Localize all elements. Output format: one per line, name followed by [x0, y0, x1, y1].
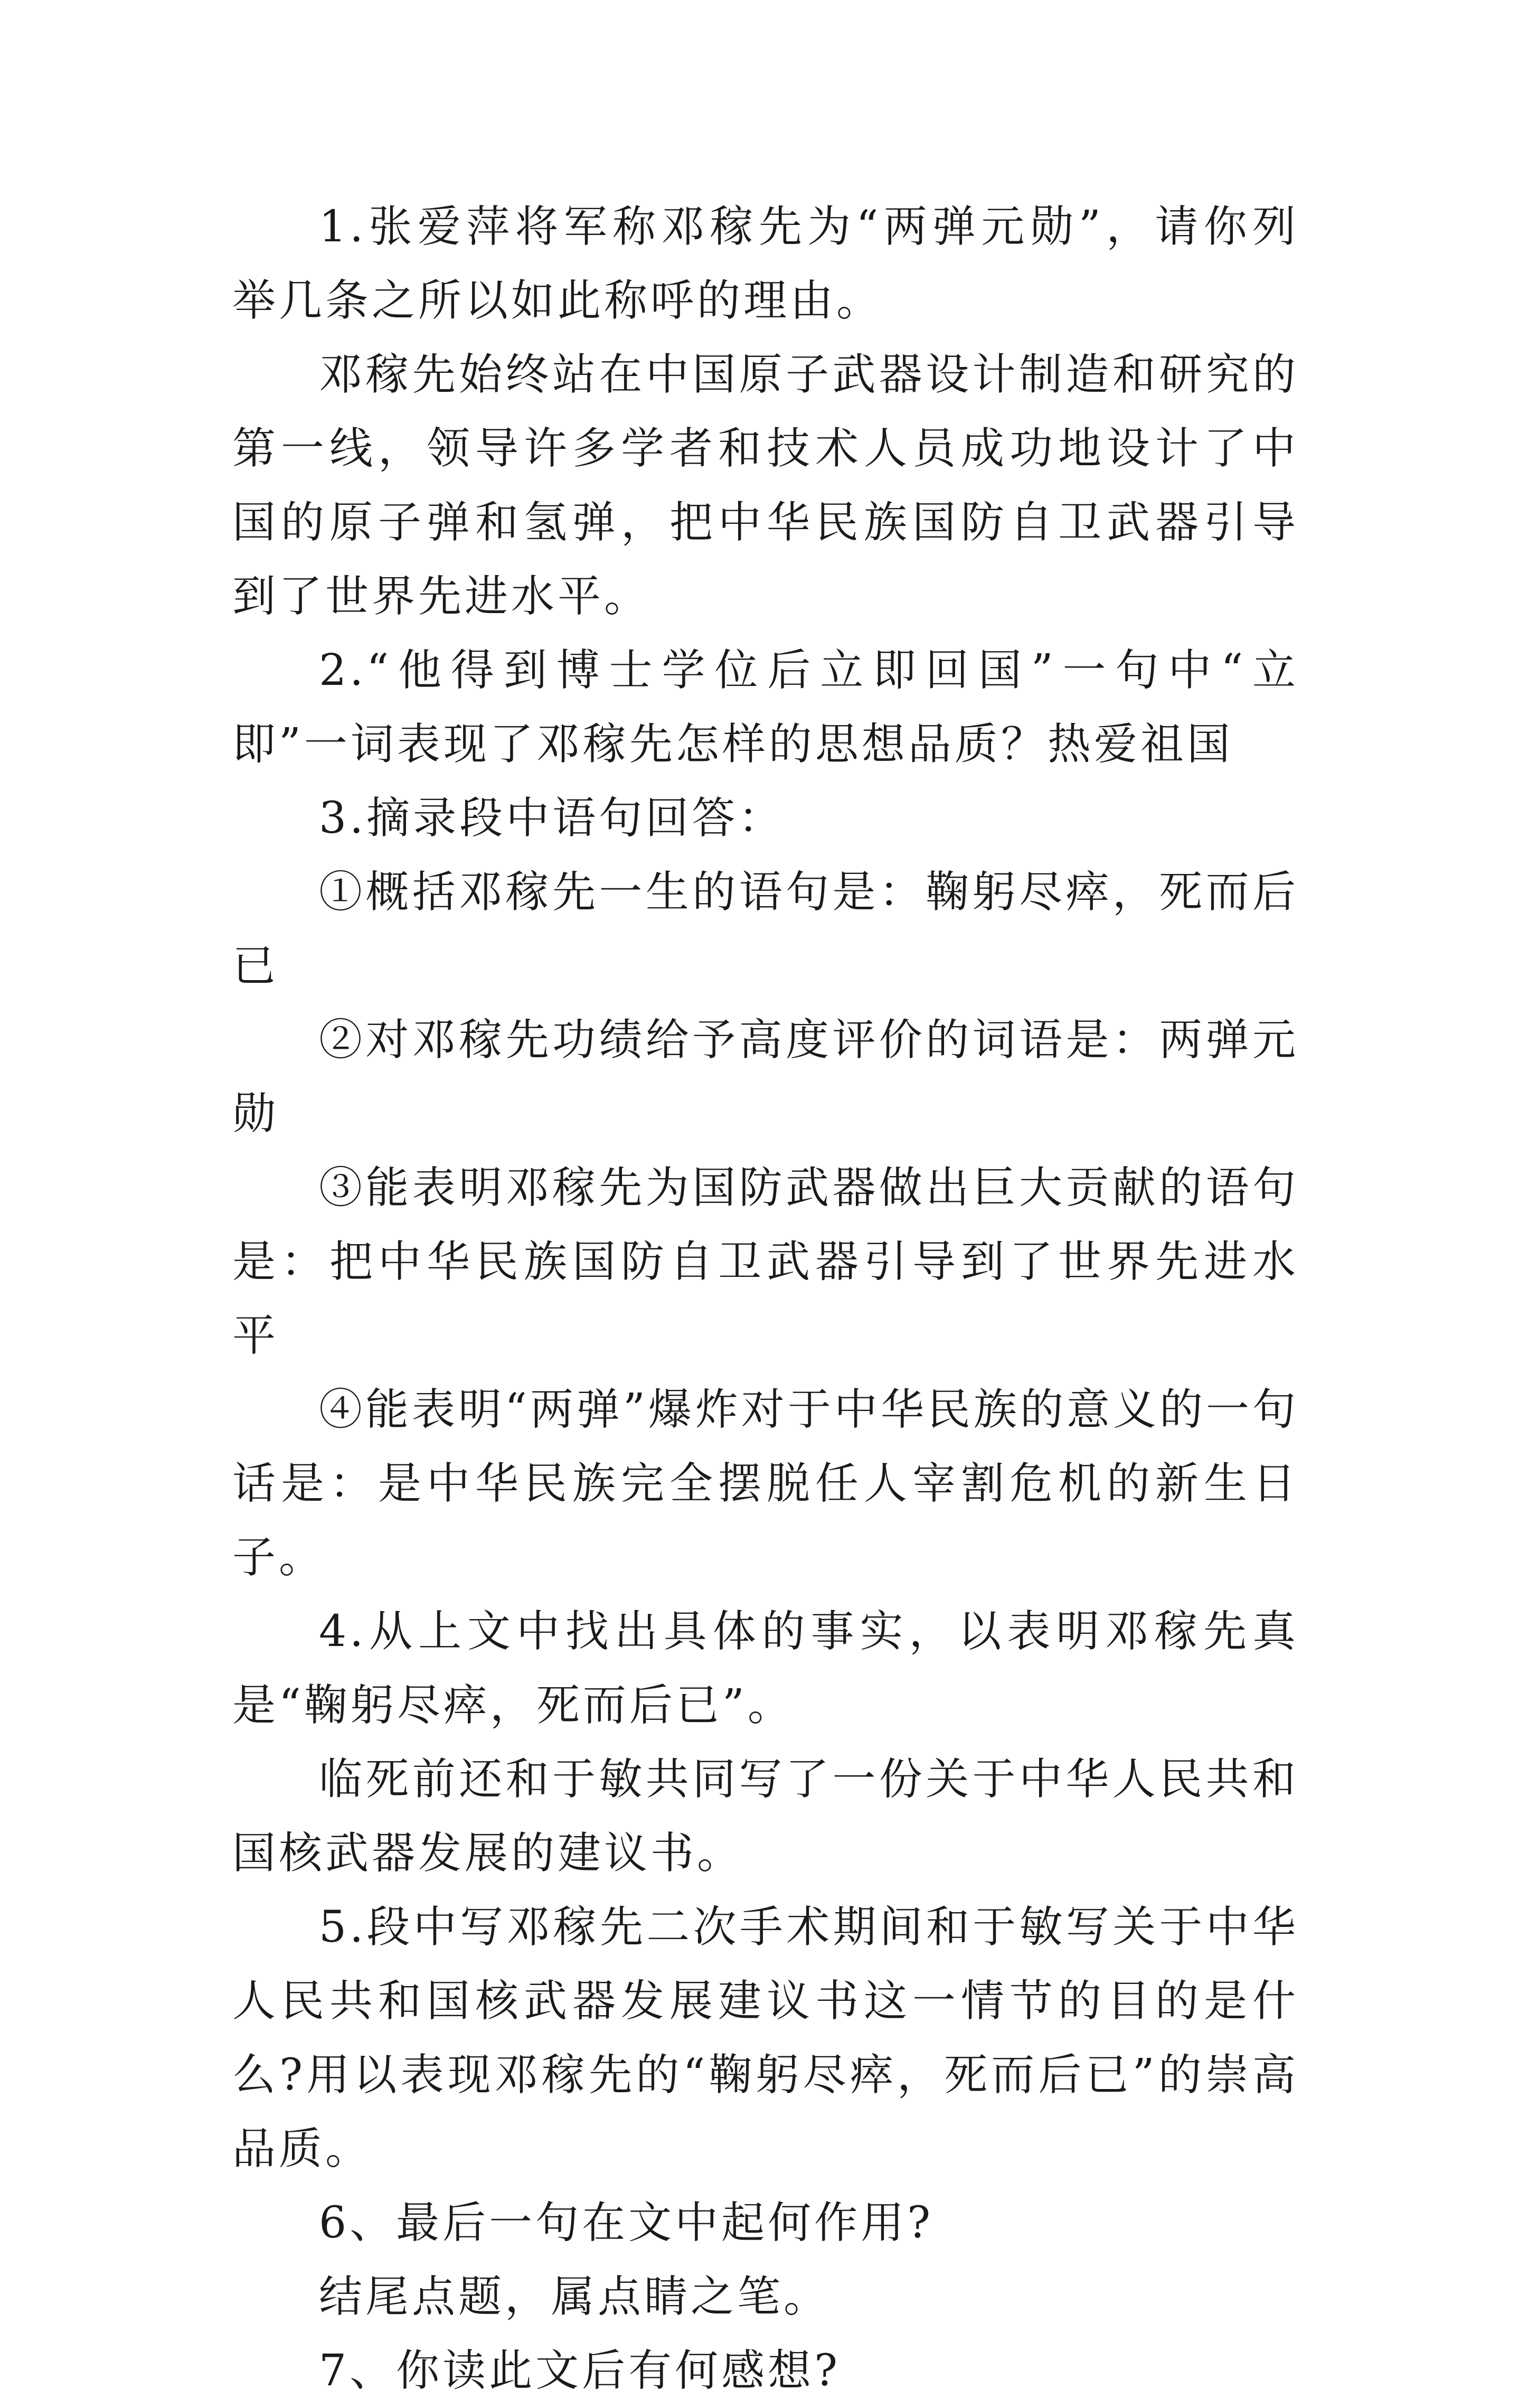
question-4: 4.从上文中找出具体的事实，以表明邓稼先真是“鞠躬尽瘁，死而后已”。 — [232, 1606, 1299, 1730]
answer-6: 结尾点题，属点睛之笔。 — [319, 2272, 831, 2322]
answer-4: 临死前还和于敏共同写了一份关于中华人民共和国核武器发展的建议书。 — [232, 1754, 1299, 1878]
question-6: 6、最后一句在文中起何作用? — [319, 2198, 934, 2248]
answer-3-2: ②对邓稼先功绩给予高度评价的词语是：两弹元勋 — [232, 1015, 1299, 1139]
answer-3-4: ④能表明“两弹”爆炸对于中华民族的意义的一句话是：是中华民族完全摆脱任人宰割危机的新生日子。 — [232, 1385, 1299, 1583]
question-1: 1.张爱萍将军称邓稼先为“两弹元勋”，请你列举几条之所以如此称呼的理由。 — [232, 202, 1299, 326]
answer-3-1: ①概括邓稼先一生的语句是：鞠躬尽瘁，死而后已 — [232, 867, 1299, 991]
question-7: 7、你读此文后有何感想? — [319, 2346, 841, 2396]
document-body — [232, 190, 1299, 2408]
answer-3-3: ③能表明邓稼先为国防武器做出巨大贡献的语句是：把中华民族国防自卫武器引导到了世界先进水平 — [232, 1163, 1299, 1361]
question-3: 3.摘录段中语句回答： — [319, 793, 785, 843]
question-5: 5.段中写邓稼先二次手术期间和于敏写关于中华人民共和国核武器发展建议书这一情节的目的是什么?用以表现邓稼先的“鞠躬尽瘁，死而后已”的崇高品质。 — [232, 1902, 1299, 2174]
question-2: 2.“他得到博士学位后立即回国”一句中“立即”一词表现了邓稼先怎样的思想品质？热爱祖国 — [232, 645, 1299, 769]
answer-1: 邓稼先始终站在中国原子武器设计制造和研究的第一线，领导许多学者和技术人员成功地设计了中国的原子弹和氢弹，把中华民族国防自卫武器引导到了世界先进水平。 — [232, 350, 1299, 622]
